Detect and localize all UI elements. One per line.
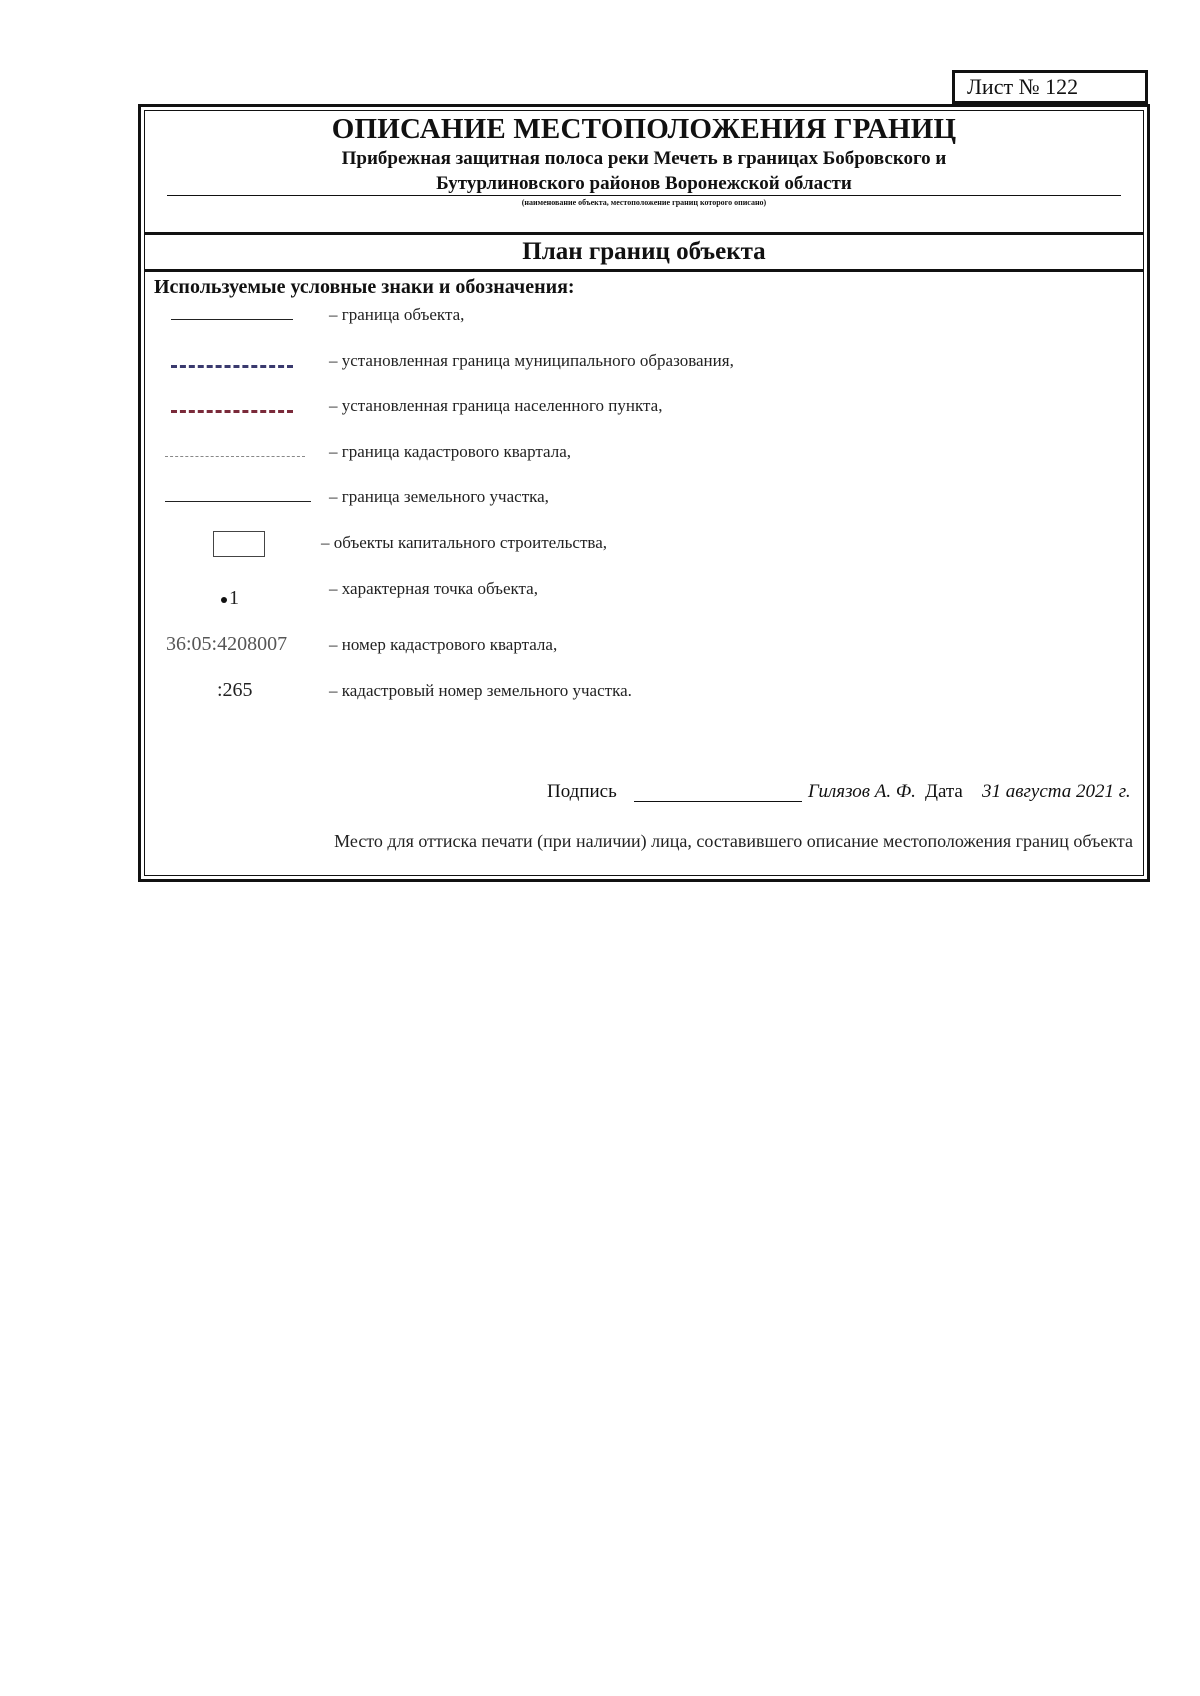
legend-item-municipal-boundary xyxy=(145,347,1143,377)
legend-symbol-point xyxy=(145,581,320,611)
date-value: 31 августа 2021 г. xyxy=(982,781,1131,802)
legend-description: – номер кадастрового квартала, xyxy=(329,635,558,654)
point-icon xyxy=(221,597,227,603)
legend-description: – граница кадастрового квартала, xyxy=(329,442,571,461)
legend-item-land-plot-number xyxy=(145,677,1143,707)
document-title: ОПИСАНИЕ МЕСТОПОЛОЖЕНИЯ ГРАНИЦ xyxy=(331,113,957,145)
legend-description: – установленная граница населенного пункта, xyxy=(329,396,663,415)
legend-item-capital-construction xyxy=(145,529,1143,559)
legend-symbol-settlement-line xyxy=(145,392,320,422)
legend-symbol-quarter-number xyxy=(145,631,320,661)
sheet-number: Лист № 122 xyxy=(967,74,1079,99)
legend-description: – установленная граница муниципального образования, xyxy=(329,351,734,370)
legend-symbol-dashed-line xyxy=(145,438,320,468)
legend-description: – объекты капитального строительства, xyxy=(321,533,607,552)
legend-symbol-plot-number xyxy=(145,677,320,707)
date-label: Дата xyxy=(925,781,963,802)
object-name-caption: (наименование объекта, местоположение границ которого описано) xyxy=(521,198,767,207)
cadastral-quarter-number: 36:05:4208007 xyxy=(166,633,288,655)
signature-line xyxy=(634,801,802,802)
land-plot-number: :265 xyxy=(217,679,253,701)
legend-item-land-plot-boundary xyxy=(145,483,1143,513)
legend-item-object-boundary xyxy=(145,301,1143,331)
document-header xyxy=(145,111,1143,232)
legend-symbol-thin-line xyxy=(145,483,320,513)
signature-row xyxy=(145,779,1143,807)
legend-item-settlement-boundary xyxy=(145,392,1143,422)
legend-symbol-municipal-line xyxy=(145,347,320,377)
plan-title: План границ объекта xyxy=(145,232,1143,272)
legend-description: – характерная точка объекта, xyxy=(329,579,538,598)
legend-item-cadastral-quarter-boundary xyxy=(145,438,1143,468)
legend-description: – граница земельного участка, xyxy=(329,487,549,506)
legend-item-cadastral-quarter-number xyxy=(145,631,1143,661)
point-number: 1 xyxy=(229,587,239,609)
legend-description: – граница объекта, xyxy=(329,305,465,324)
stamp-note: Место для оттиска печати (при наличии) лица, составившего описание местоположения границ объекта xyxy=(334,831,1133,851)
object-name-rule xyxy=(167,195,1121,196)
document-frame-inner xyxy=(144,110,1144,876)
document-frame xyxy=(138,104,1150,882)
sheet-number-box xyxy=(952,70,1148,104)
object-name-line-1: Прибрежная защитная полоса реки Мечеть в границах Бобровского и xyxy=(341,148,947,169)
legend-title: Используемые условные знаки и обозначения: xyxy=(154,276,575,298)
object-name-line-2: Бутурлиновского районов Воронежской области xyxy=(436,173,852,194)
signature-label: Подпись xyxy=(547,781,617,802)
legend-symbol-rectangle xyxy=(145,529,320,559)
signer-name: Гилязов А. Ф. xyxy=(808,781,916,802)
legend-description: – кадастровый номер земельного участка. xyxy=(329,681,632,700)
legend-item-characteristic-point xyxy=(145,581,1143,611)
legend-symbol-solid-line xyxy=(145,301,320,331)
